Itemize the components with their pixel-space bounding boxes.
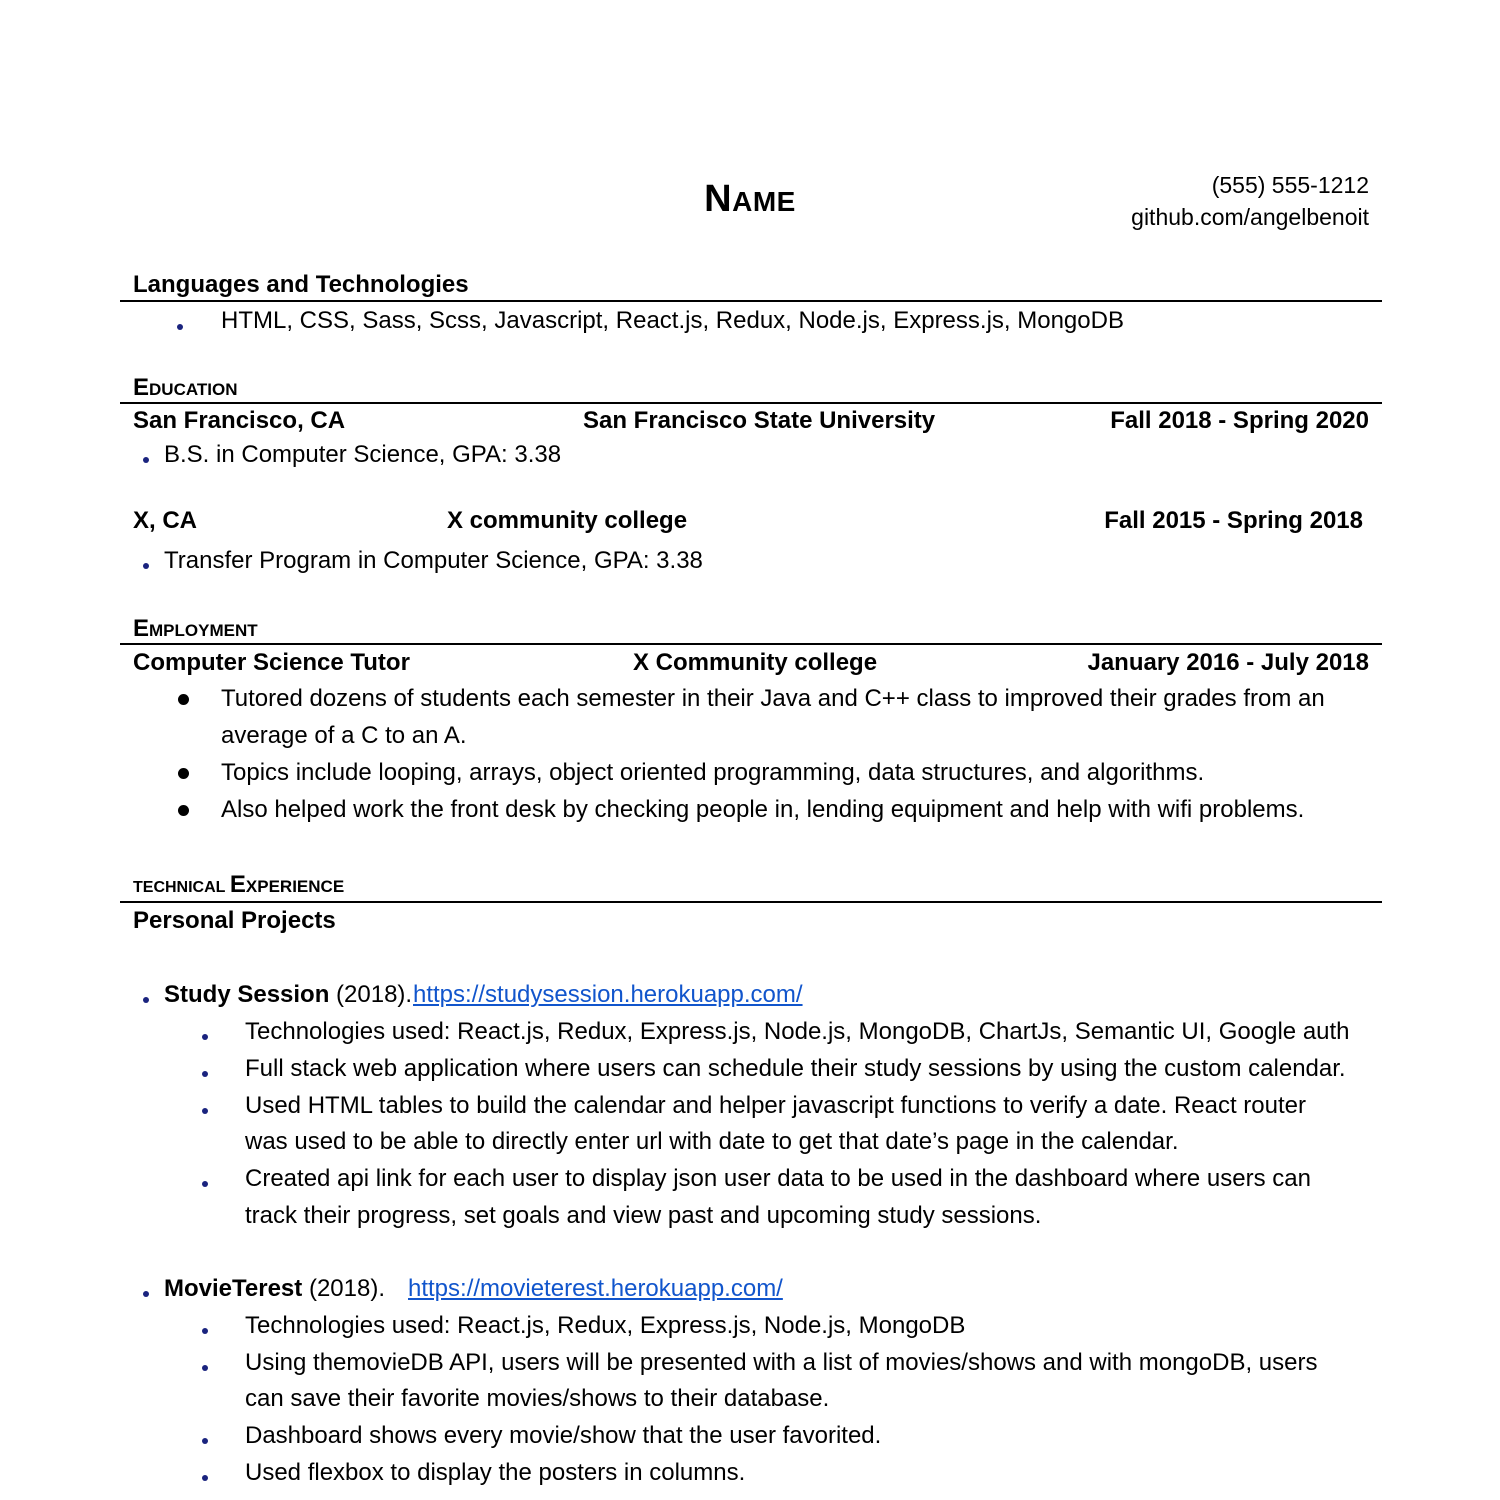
employment-rule [120,643,1382,645]
project-link[interactable]: https://studysession.herokuapp.com/ [413,981,803,1008]
job-bullet-continued: average of a C to an A. [221,722,467,749]
bullet-icon [143,997,149,1003]
bullet-icon [178,805,189,816]
project-bullet: Technologies used: React.js, Redux, Express.js, Node.js, MongoDB, ChartJs, Semantic UI, Google auth [245,1018,1350,1045]
education-dates: Fall 2015 - Spring 2018 [1104,507,1363,534]
project-bullet: Used HTML tables to build the calendar and helper javascript functions to verify a date. React router [245,1092,1307,1119]
bullet-icon [177,324,183,330]
bullet-icon [178,768,189,779]
project-header [164,1275,385,1303]
bullet-icon [178,694,189,705]
technical-heading: TECHNICAL EXPERIENCE [133,871,345,898]
phone-number: (555) 555-1212 [1211,172,1369,198]
resume-name: NAME [704,178,796,220]
education-school: X community college [447,507,688,534]
project-link[interactable]: https://movieterest.herokuapp.com/ [408,1275,783,1302]
project-bullet: Dashboard shows every movie/show that the user favorited. [245,1422,882,1449]
github-link[interactable]: github.com/angelbenoit [1131,204,1369,230]
education-location: San Francisco, CA [133,407,346,434]
bullet-icon [202,1475,208,1481]
job-dates: January 2016 - July 2018 [1087,649,1369,676]
languages-rule [120,300,1382,302]
bullet-icon [143,457,149,463]
technical-rule [120,901,1382,903]
employment-heading: EMPLOYMENT [133,615,258,642]
project-bullet-continued: track their progress, set goals and view past and upcoming study sessions. [245,1202,1042,1229]
project-year: (2018). [302,1275,385,1302]
job-bullet: Also helped work the front desk by checking people in, lending equipment and help with wifi problems. [221,796,1305,823]
education-detail: B.S. in Computer Science, GPA: 3.38 [164,441,562,468]
job-bullet: Topics include looping, arrays, object oriented programming, data structures, and algorithms. [221,759,1205,786]
project-bullet: Using themovieDB API, users will be presented with a list of movies/shows and with mongoDB, users [245,1349,1318,1376]
job-bullet: Tutored dozens of students each semester in their Java and C++ class to improved their grades from an [221,685,1325,712]
bullet-icon [143,1291,149,1297]
project-name: MovieTerest [164,1275,303,1302]
job-organization: X Community college [633,649,878,676]
education-dates: Fall 2018 - Spring 2020 [1110,407,1369,434]
bullet-icon [202,1071,208,1077]
project-header [164,981,412,1009]
bullet-icon [143,563,149,569]
education-rule [120,402,1382,404]
project-bullet: Technologies used: React.js, Redux, Express.js, Node.js, MongoDB [245,1312,966,1339]
bullet-icon [202,1438,208,1444]
bullet-icon [202,1365,208,1371]
project-bullet-continued: can save their favorite movies/shows to their database. [245,1385,830,1412]
project-bullet: Created api link for each user to display json user data to be used in the dashboard where users can [245,1165,1311,1192]
project-year: (2018). [329,981,413,1008]
bullet-icon [202,1108,208,1114]
languages-item: HTML, CSS, Sass, Scss, Javascript, React.js, Redux, Node.js, Express.js, MongoDB [221,307,1124,334]
education-detail: Transfer Program in Computer Science, GPA: 3.38 [164,547,703,574]
education-location: X, CA [133,507,198,534]
project-bullet-continued: was used to be able to directly enter url with date to get that date’s page in the calendar. [245,1128,1179,1155]
education-heading: EDUCATION [133,374,238,401]
personal-projects-subheading: Personal Projects [133,907,336,934]
bullet-icon [202,1034,208,1040]
bullet-icon [202,1181,208,1187]
languages-heading: Languages and Technologies [133,271,469,298]
project-name: Study Session [164,981,330,1008]
project-bullet: Used flexbox to display the posters in columns. [245,1459,746,1486]
project-bullet: Full stack web application where users can schedule their study sessions by using the custom calendar. [245,1055,1346,1082]
bullet-icon [202,1328,208,1334]
job-title: Computer Science Tutor [133,649,410,676]
education-school: San Francisco State University [583,407,936,434]
